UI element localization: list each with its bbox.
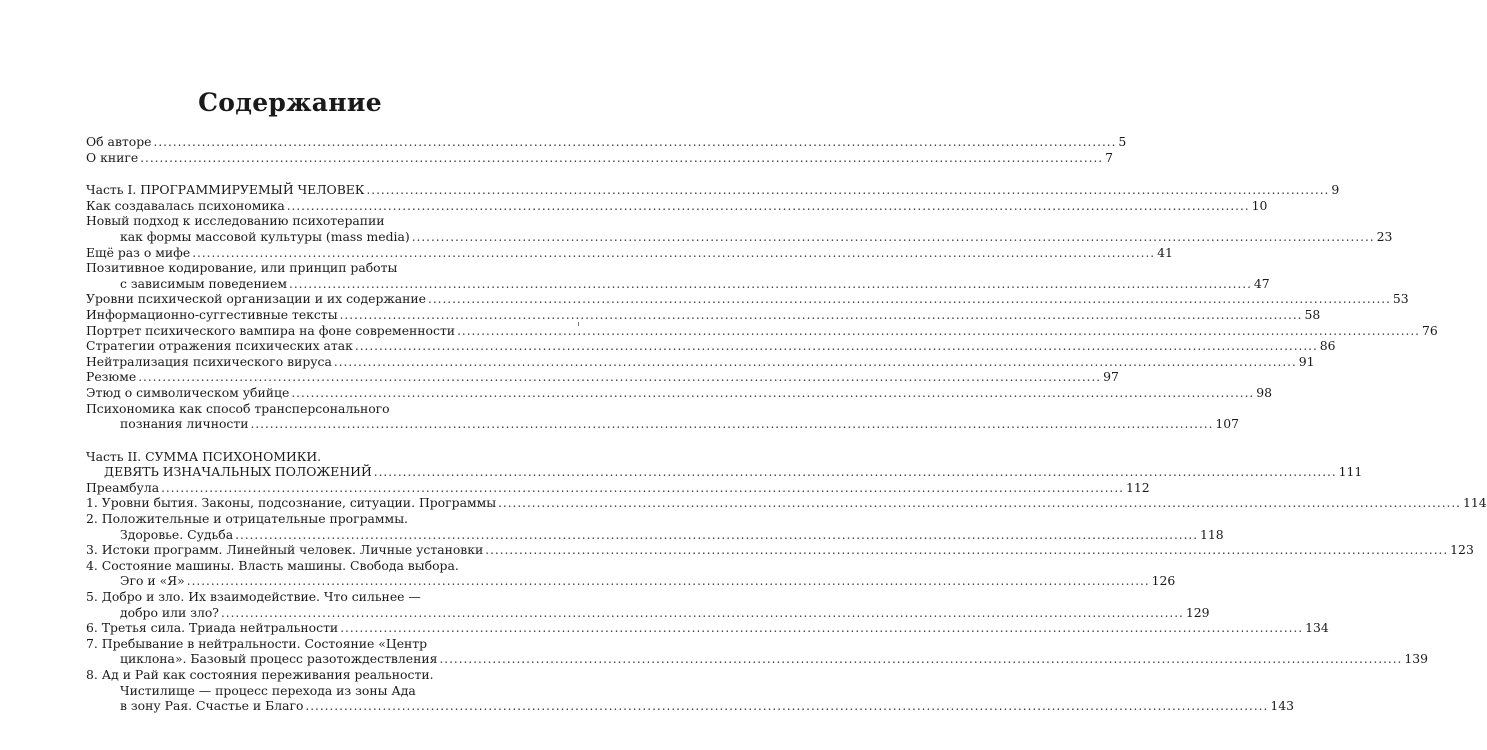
toc-entry-title: Здоровье. Судьба <box>120 526 234 542</box>
toc-entry-page: 123 <box>1450 542 1474 558</box>
toc-entry <box>86 338 1336 354</box>
margin-mark <box>578 322 579 326</box>
section-gap <box>86 165 474 182</box>
toc-leader-dots <box>291 386 1254 402</box>
toc-entry-page: 111 <box>1338 464 1363 480</box>
toc-entry-page: 91 <box>1298 353 1315 369</box>
toc-entry-page: 7 <box>1105 149 1113 165</box>
toc-entry <box>86 526 1224 543</box>
toc-entry-page: 97 <box>1103 369 1119 385</box>
toc-entry-title: 5. Добро и зло. Их взаимодействие. Что сильнее — <box>86 589 421 605</box>
toc-entry-title: О книге <box>86 149 139 165</box>
toc-entry-page: 53 <box>1392 291 1409 307</box>
toc-entry-title: Позитивное кодирование, или принцип работы <box>86 260 398 276</box>
toc-leader-dots <box>485 543 1448 559</box>
toc-entry <box>86 401 474 417</box>
toc-entry-page: 47 <box>1253 275 1270 291</box>
toc-entry <box>86 369 1119 385</box>
toc-entry-page: 76 <box>1421 322 1438 338</box>
toc-leader-dots <box>428 292 1391 308</box>
toc-entry-title: 8. Ад и Рай как состояния переживания реальности. <box>86 667 434 682</box>
toc-entry <box>86 149 1113 166</box>
toc-entry <box>86 636 474 652</box>
toc-entry <box>86 604 1210 621</box>
toc-leader-dots <box>374 465 1337 481</box>
toc-entry-page: 41 <box>1157 244 1173 260</box>
toc-leader-dots <box>221 606 1184 622</box>
toc-entry-title: Нейтрализация психического вируса <box>86 353 332 369</box>
toc-entry-page: 9 <box>1331 182 1340 198</box>
toc-entry-title: 7. Пребывание в нейтральности. Состояние «Центр <box>86 635 428 651</box>
toc-entry-page: 129 <box>1185 604 1210 620</box>
toc-leader-dots <box>305 699 1268 715</box>
toc-entry-title: Уровни психической организации и их содержание <box>86 291 427 307</box>
toc-entry-page: 118 <box>1200 526 1224 542</box>
toc-leader-dots <box>161 481 1124 497</box>
toc-entry-title: Ещё раз о мифе <box>86 244 191 260</box>
toc-entry <box>86 353 1315 370</box>
toc-entry-title: 1. Уровни бытия. Законы, подсознание, ситуации. Программы <box>86 495 497 511</box>
toc-leader-dots <box>187 574 1150 590</box>
page-title: Содержание <box>198 88 382 117</box>
toc-leader-dots <box>287 199 1250 215</box>
toc-entry-page: 134 <box>1305 620 1329 636</box>
toc-entry-title: добро или зло? <box>120 604 219 620</box>
toc-entry <box>86 511 474 527</box>
toc-entry-title: Портрет психического вампира на фоне современности <box>86 322 456 338</box>
toc-entry <box>86 416 1240 432</box>
toc-entry <box>86 558 474 574</box>
toc-entry-page: 10 <box>1251 197 1268 213</box>
toc-leader-dots <box>138 370 1101 386</box>
toc-entry-title: циклона». Базовый процесс разотождествления <box>120 651 438 667</box>
toc-entry-page: 23 <box>1376 228 1393 244</box>
toc-entry-page: 139 <box>1404 651 1428 667</box>
toc-entry <box>86 182 1340 198</box>
toc-entry-title: Психономика как способ трансперсонального <box>86 400 390 416</box>
toc-entry-title: Новый подход к исследованию психотерапии <box>86 213 385 229</box>
toc-entry <box>86 542 1474 558</box>
toc-entry <box>86 275 1270 292</box>
toc-entry-title: Резюме <box>86 369 137 385</box>
toc-entry-title: как формы массовой культуры (mass media) <box>120 228 410 244</box>
table-of-contents <box>86 134 1487 714</box>
toc-entry <box>86 464 1363 480</box>
toc-entry-title: Часть II. СУММА ПСИХОНОМИКИ. <box>86 448 322 464</box>
toc-entry <box>86 322 1438 339</box>
toc-entry-page: 143 <box>1270 698 1294 714</box>
section-gap <box>86 432 474 449</box>
toc-leader-dots <box>235 528 1198 544</box>
toc-entry-title: Эго и «Я» <box>120 573 185 589</box>
toc-entry-page: 5 <box>1118 134 1127 149</box>
toc-entry <box>86 197 1268 214</box>
toc-entry-title: Информационно-суггестивные тексты <box>86 306 338 322</box>
toc-leader-dots <box>340 621 1303 637</box>
toc-leader-dots <box>457 324 1420 340</box>
toc-entry-title: Как создавалась психономика <box>86 197 285 213</box>
toc-entry <box>86 479 1150 496</box>
toc-entry <box>86 698 1294 714</box>
toc-leader-dots <box>289 277 1252 293</box>
toc-entry-title: Стратегии отражения психических атак <box>86 338 353 354</box>
toc-entry-page: 114 <box>1462 495 1487 511</box>
toc-entry-title: познания личности <box>120 416 249 432</box>
toc-entry <box>86 589 474 605</box>
toc-entry-title: Преамбула <box>86 479 160 495</box>
toc-entry-title: в зону Рая. Счастье и Благо <box>120 698 304 714</box>
toc-leader-dots <box>192 246 1155 262</box>
toc-entry <box>86 667 474 683</box>
toc-entry-page: 126 <box>1151 573 1176 589</box>
toc-leader-dots <box>251 417 1214 433</box>
toc-entry-title: 2. Положительные и отрицательные программы. <box>86 511 408 527</box>
toc-entry <box>86 449 474 465</box>
toc-leader-dots <box>439 652 1402 668</box>
toc-entry-title: Часть I. ПРОГРАММИРУЕМЫЙ ЧЕЛОВЕК <box>86 182 365 198</box>
toc-entry <box>86 228 1393 245</box>
toc-entry <box>86 134 1127 150</box>
toc-entry-page: 58 <box>1304 306 1321 322</box>
toc-leader-dots <box>154 135 1117 151</box>
toc-entry <box>86 291 1409 307</box>
toc-entry-page: 107 <box>1215 416 1240 432</box>
toc-entry <box>86 620 1329 636</box>
toc-entry <box>86 683 474 699</box>
toc-leader-dots <box>412 230 1375 246</box>
toc-leader-dots <box>334 355 1297 371</box>
toc-entry-title: ДЕВЯТЬ ИЗНАЧАЛЬНЫХ ПОЛОЖЕНИЙ <box>104 464 372 480</box>
toc-entry-title: 4. Состояние машины. Власть машины. Свобода выбора. <box>86 557 459 573</box>
toc-entry-title: 6. Третья сила. Триада нейтральности <box>86 620 339 636</box>
toc-entry <box>86 384 1272 401</box>
toc-leader-dots <box>340 308 1303 324</box>
toc-leader-dots <box>355 339 1318 355</box>
toc-leader-dots <box>366 183 1329 199</box>
toc-leader-dots <box>140 151 1103 167</box>
toc-entry <box>86 260 474 276</box>
toc-entry <box>86 213 474 229</box>
toc-entry-title: Этюд о символическом убийце <box>86 384 290 400</box>
toc-entry <box>86 651 1428 667</box>
toc-entry <box>86 244 1173 261</box>
toc-entry-page: 86 <box>1319 338 1336 354</box>
toc-entry-title: 3. Истоки программ. Линейный человек. Личные установки <box>86 542 484 558</box>
toc-entry <box>86 573 1176 589</box>
toc-entry-title: с зависимым поведением <box>120 275 288 291</box>
toc-entry-page: 98 <box>1256 384 1272 400</box>
toc-entry <box>86 306 1321 323</box>
toc-entry-title: Об авторе <box>86 134 152 149</box>
toc-entry <box>86 495 1487 511</box>
toc-leader-dots <box>498 496 1461 512</box>
toc-entry-page: 112 <box>1126 479 1150 495</box>
toc-entry-title: Чистилище — процесс перехода из зоны Ада <box>120 682 416 698</box>
